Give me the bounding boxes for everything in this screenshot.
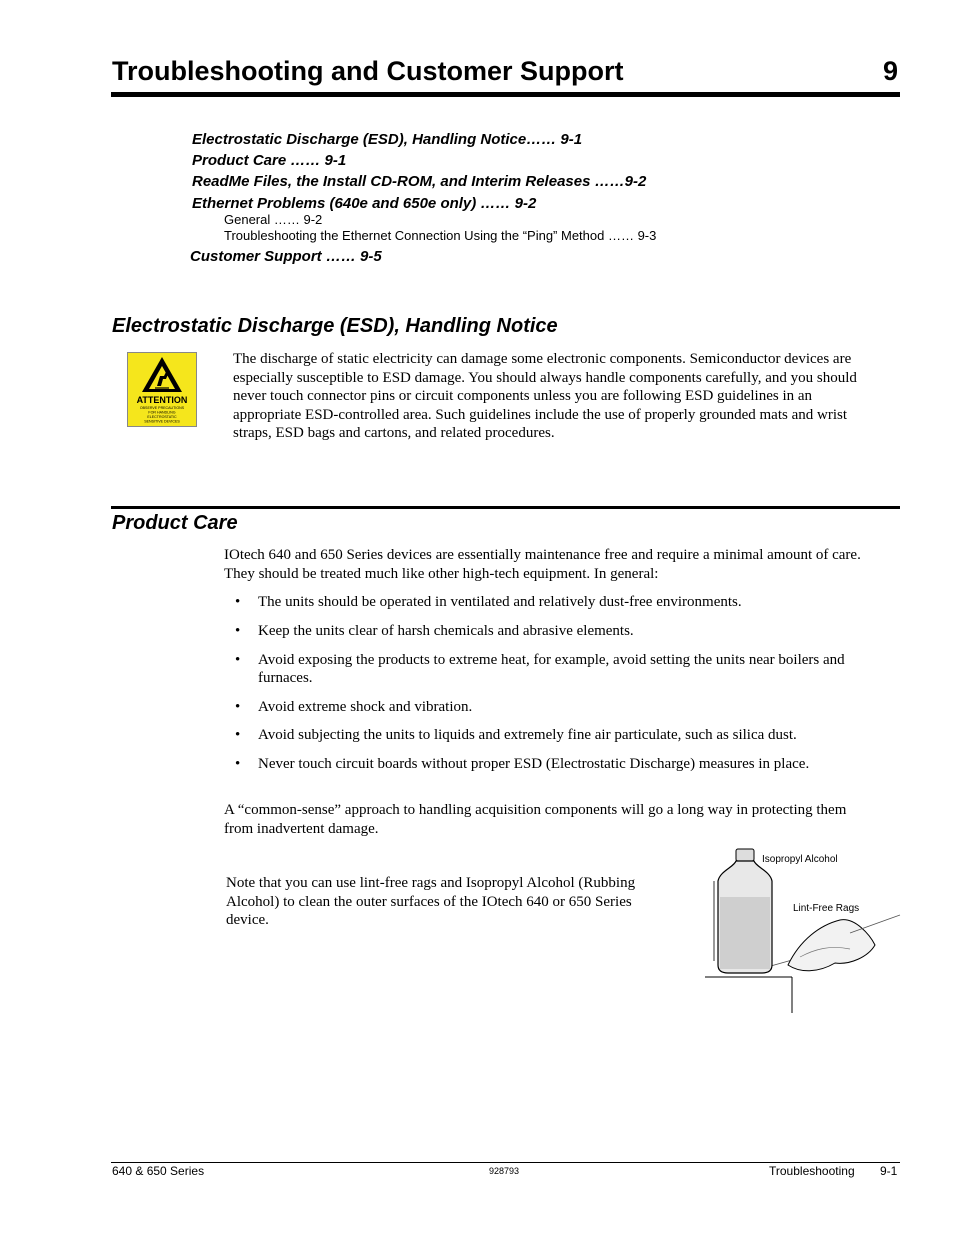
- bullet-icon: •: [235, 699, 241, 715]
- cleaning-note: [226, 874, 676, 930]
- esd-line: The discharge of static electricity can damage some electronic components. Semiconductor devices are: [233, 351, 852, 367]
- toc-item-ethernet[interactable]: Ethernet Problems (640e and 650e only) …… 9-2: [192, 195, 537, 212]
- intro-line: IOtech 640 and 650 Series devices are essentially maintenance free and require a minimal amount of care.: [224, 547, 861, 563]
- list-item: • Keep the units clear of harsh chemicals and abrasive elements.: [235, 623, 634, 639]
- chapter-title: Troubleshooting and Customer Support: [112, 56, 624, 86]
- bullet-icon: •: [235, 623, 241, 639]
- rag-label: Lint-Free Rags: [793, 903, 860, 914]
- note-line: device.: [226, 912, 269, 928]
- toc-item-customer-support[interactable]: Customer Support …… 9-5: [190, 248, 382, 265]
- bullet-icon: •: [235, 727, 241, 743]
- footer-section: Troubleshooting: [769, 1164, 855, 1178]
- esd-line: appropriate ESD-controlled area. Such guidelines include the use of properly grounded mats and wrist: [233, 406, 847, 423]
- closing-line: A “common-sense” approach to handling acquisition components will go a long way in protecting them: [224, 802, 847, 818]
- intro-line: They should be treated much like other high-tech equipment. In general:: [224, 565, 659, 582]
- toc-item-esd[interactable]: Electrostatic Discharge (ESD), Handling Notice…… 9-1: [192, 131, 583, 148]
- alcohol-bottle-icon: [700, 845, 905, 1017]
- footer-rule: [111, 1162, 900, 1163]
- product-care-closing: [224, 801, 904, 838]
- section-rule: [111, 506, 900, 509]
- list-item: • Avoid exposing the products to extreme heat, for example, avoid setting the units near boilers and furnaces.: [235, 652, 845, 686]
- footer-series: 640 & 650 Series: [112, 1164, 205, 1178]
- list-item: • Never touch circuit boards without proper ESD (Electrostatic Discharge) measures in place.: [235, 756, 810, 772]
- toc-item-readme[interactable]: ReadMe Files, the Install CD-ROM, and Interim Releases ……9-2: [192, 173, 647, 190]
- sign-title: ATTENTION: [136, 395, 188, 405]
- note-line: Note that you can use lint-free rags and Isopropyl Alcohol (Rubbing: [226, 875, 636, 891]
- bullet-icon: •: [235, 652, 241, 668]
- toc-item-product-care[interactable]: Product Care …… 9-1: [192, 152, 347, 169]
- esd-line: especially susceptible to ESD damage. You should always handle components carefully, and you should: [233, 369, 857, 386]
- bullet-icon: •: [235, 594, 241, 610]
- esd-warning-icon: [127, 352, 197, 427]
- product-care-intro: [224, 546, 904, 583]
- bullet-icon: •: [235, 756, 241, 772]
- chapter-number: 9: [882, 56, 898, 86]
- bottle-label: Isopropyl Alcohol: [762, 854, 838, 865]
- closing-line: from inadvertent damage.: [224, 820, 379, 837]
- list-item: • Avoid extreme shock and vibration.: [235, 699, 473, 715]
- product-care-heading: Product Care: [112, 512, 238, 534]
- esd-line: never touch connector pins or circuit components unless you are following ESD guidelines in an: [233, 388, 813, 404]
- svg-text:FOR HANDLING: FOR HANDLING: [148, 410, 176, 415]
- esd-heading: Electrostatic Discharge (ESD), Handling Notice: [112, 315, 558, 337]
- list-item: • Avoid subjecting the units to liquids and extremely fine air particulate, such as silica dust.: [235, 727, 797, 743]
- cleaning-illustration: [700, 845, 905, 1017]
- esd-paragraph: [233, 350, 903, 443]
- note-line: Alcohol) to clean the outer surfaces of the IOtech 640 or 650 Series: [226, 893, 632, 910]
- svg-text:ELECTROSTATIC: ELECTROSTATIC: [147, 415, 177, 419]
- svg-text:OBSERVE PRECAUTIONS: OBSERVE PRECAUTIONS: [139, 406, 185, 410]
- svg-text:SENSITIVE DEVICES: SENSITIVE DEVICES: [144, 419, 180, 424]
- toc-subitem-ping[interactable]: Troubleshooting the Ethernet Connection Using the “Ping” Method …… 9-3: [224, 228, 657, 243]
- footer-doc-number: 928793: [489, 1166, 520, 1176]
- esd-attention-sign: [127, 352, 197, 427]
- footer-page-number: 9-1: [880, 1164, 898, 1178]
- list-item: • The units should be operated in ventilated and relatively dust-free environments.: [235, 594, 742, 610]
- chapter-rule: [111, 92, 900, 97]
- toc-subitem-general[interactable]: General …… 9-2: [224, 212, 323, 227]
- esd-line: straps, ESD bags and cartons, and related procedures.: [233, 425, 555, 441]
